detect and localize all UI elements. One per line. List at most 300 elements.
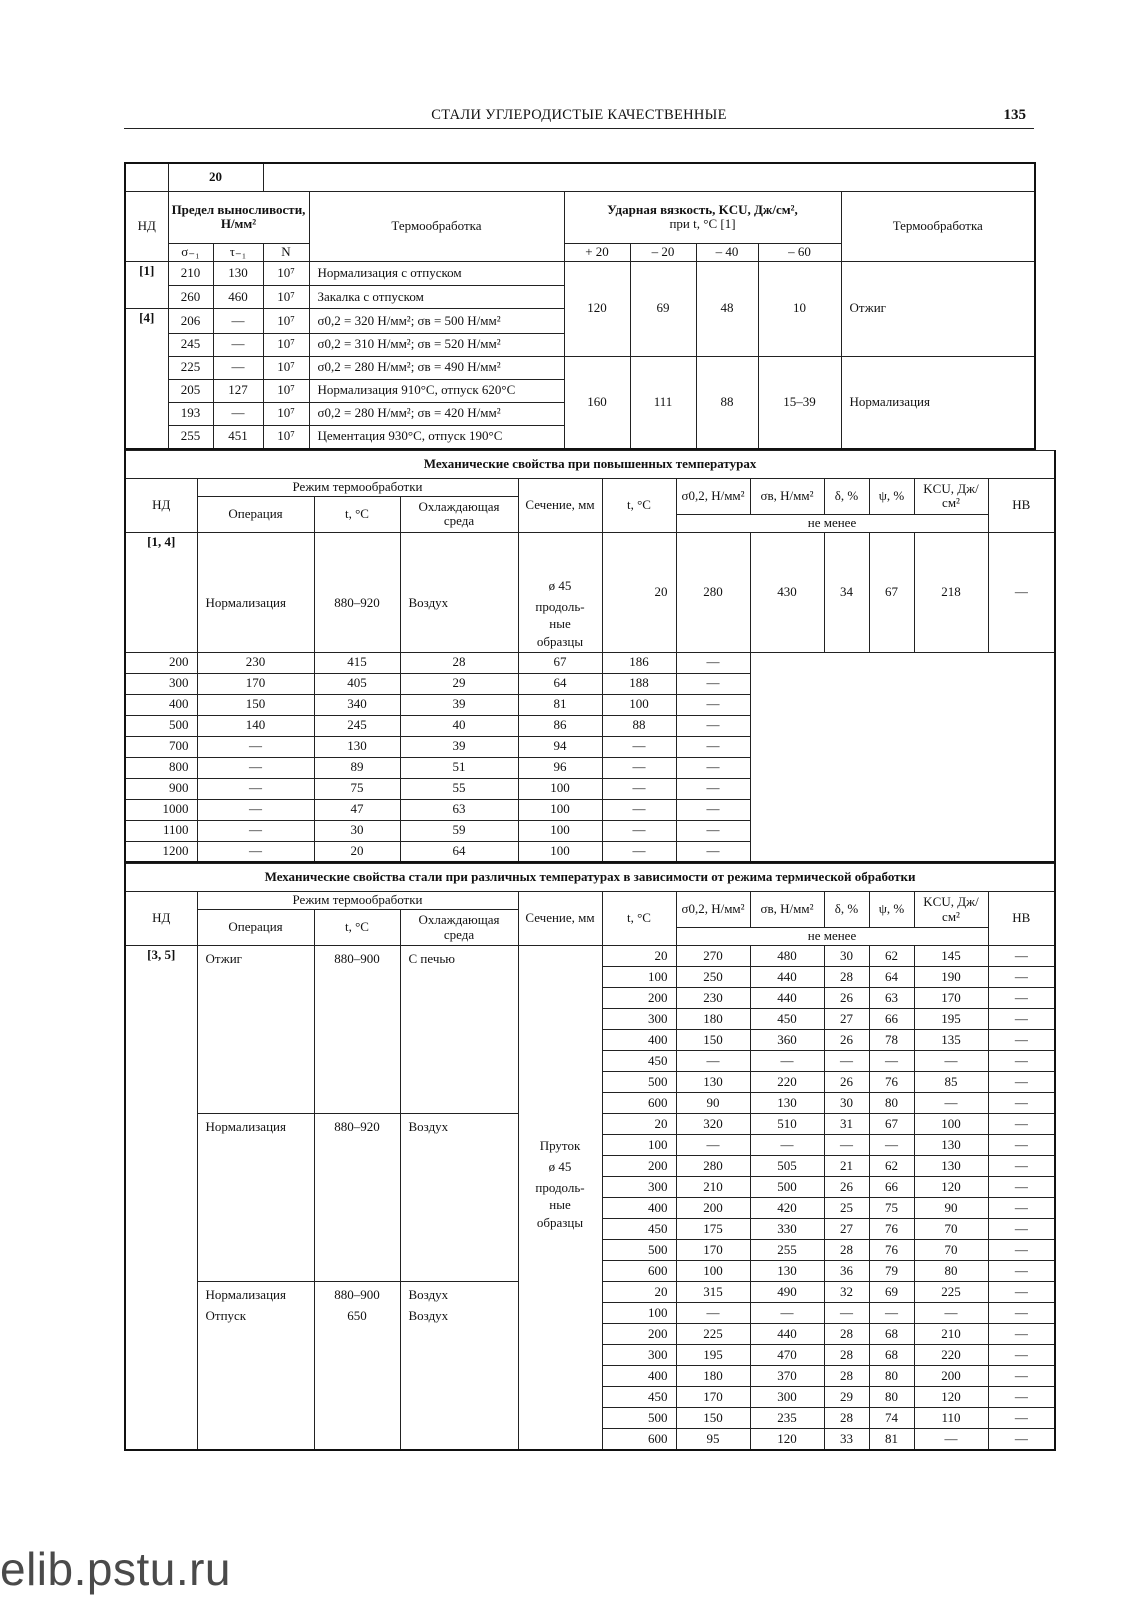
table-cell: — xyxy=(869,1051,914,1072)
heat-treatment-header-2: Термообработка xyxy=(841,191,1035,261)
heat-cell: Нормализация с отпуском xyxy=(309,261,564,286)
impact-value: 160 xyxy=(564,356,630,449)
elevated-temp-table xyxy=(124,450,1056,864)
heat-cell: Цементация 930°С, отпуск 190°С xyxy=(309,425,564,449)
section-line: образцы xyxy=(536,1215,584,1230)
table-cell: — xyxy=(988,1345,1055,1366)
table-cell: 80 xyxy=(869,1093,914,1114)
operation-cell: Нормализация xyxy=(197,532,314,652)
table-cell: — xyxy=(914,1303,988,1324)
temp-header: – 40 xyxy=(696,243,758,261)
table-cell: — xyxy=(824,1303,869,1324)
table-cell: — xyxy=(869,1303,914,1324)
table-cell: 255 xyxy=(750,1240,824,1261)
nd-ref xyxy=(125,333,168,356)
nd-ref xyxy=(125,379,168,402)
table-cell: — xyxy=(914,1429,988,1450)
impact-header-line1: Ударная вязкость, KCU, Дж/см², xyxy=(607,201,798,217)
table-cell: 245 xyxy=(168,333,213,356)
op-temp-line: 880–900 xyxy=(334,1287,380,1302)
nd-header: НД xyxy=(125,191,168,261)
table-cell: 186 xyxy=(602,652,676,673)
operation-line: Нормализация xyxy=(205,1287,286,1302)
op-temp-line: 880–900 xyxy=(334,951,380,966)
table-cell: — xyxy=(676,1051,750,1072)
table-cell: 450 xyxy=(750,1009,824,1030)
temp-cell: 1200 xyxy=(125,841,197,862)
table-cell: — xyxy=(602,841,676,862)
temp-cell: 500 xyxy=(602,1240,676,1261)
cooling-header: Охлаждающая среда xyxy=(400,910,518,946)
table-cell: 29 xyxy=(824,1387,869,1408)
section-header: Сечение, мм xyxy=(518,478,602,532)
reduction-header: ψ, % xyxy=(869,478,914,514)
table-cell: 28 xyxy=(824,1366,869,1387)
temp-cell: 100 xyxy=(602,967,676,988)
section-cell xyxy=(518,946,602,1450)
table-cell: 250 xyxy=(676,967,750,988)
table-cell: — xyxy=(988,1429,1055,1450)
table-cell: 235 xyxy=(750,1408,824,1429)
table-cell: — xyxy=(676,673,750,694)
table-cell: 76 xyxy=(869,1219,914,1240)
temp-cell: 20 xyxy=(602,946,676,967)
table-cell: 70 xyxy=(914,1240,988,1261)
table-cell: 440 xyxy=(750,988,824,1009)
table-cell: — xyxy=(213,356,263,379)
hb-header: НВ xyxy=(988,478,1055,532)
table-cell: — xyxy=(676,715,750,736)
cooling-line: С печью xyxy=(408,951,456,966)
nd-ref xyxy=(125,356,168,379)
table-row xyxy=(125,715,1055,736)
watermark: elib.pstu.ru xyxy=(0,1543,232,1595)
nd-ref xyxy=(125,402,168,425)
section-line: продоль- xyxy=(535,598,585,614)
table-cell: — xyxy=(988,1114,1055,1135)
table-cell: 20 xyxy=(314,841,400,862)
table-cell: 59 xyxy=(400,820,518,841)
table-cell: 26 xyxy=(824,988,869,1009)
table-cell: 76 xyxy=(869,1072,914,1093)
table-cell: 130 xyxy=(914,1156,988,1177)
table-cell: — xyxy=(988,1135,1055,1156)
table-cell: 26 xyxy=(824,1030,869,1051)
temp-cell: 450 xyxy=(602,1387,676,1408)
table-cell: 130 xyxy=(314,736,400,757)
table-cell: — xyxy=(988,1219,1055,1240)
table-cell: 81 xyxy=(518,694,602,715)
table-cell: 29 xyxy=(400,673,518,694)
table-cell: 180 xyxy=(676,1366,750,1387)
temp-cell: 200 xyxy=(602,1324,676,1345)
table-cell: 195 xyxy=(914,1009,988,1030)
table-cell: 451 xyxy=(213,425,263,449)
table-cell: 68 xyxy=(869,1345,914,1366)
operation-cell xyxy=(197,1114,314,1282)
table-cell: — xyxy=(869,1135,914,1156)
table-cell: — xyxy=(988,1156,1055,1177)
temp-cell: 20 xyxy=(602,1282,676,1303)
table-cell: 68 xyxy=(869,1324,914,1345)
table-cell: — xyxy=(988,1198,1055,1219)
impact-value: 120 xyxy=(564,261,630,356)
heat-cell: σ0,2 = 280 Н/мм²; σв = 420 Н/мм² xyxy=(309,402,564,425)
table-cell: 180 xyxy=(676,1009,750,1030)
table-cell: 62 xyxy=(869,1156,914,1177)
op-temp-cell: 880–920 xyxy=(314,532,400,652)
table-cell: 88 xyxy=(602,715,676,736)
table-cell: — xyxy=(988,1408,1055,1429)
table-cell: — xyxy=(197,778,314,799)
table-cell: 67 xyxy=(518,652,602,673)
table-cell: 100 xyxy=(518,820,602,841)
op-temp-line: 650 xyxy=(347,1308,367,1323)
table-cell: 230 xyxy=(197,652,314,673)
table-cell: 170 xyxy=(676,1387,750,1408)
table-cell: 100 xyxy=(518,841,602,862)
op-temp-cell xyxy=(314,1114,400,1282)
table-cell: 21 xyxy=(824,1156,869,1177)
table-cell: 86 xyxy=(518,715,602,736)
temp-cell: 800 xyxy=(125,757,197,778)
grade-cell-rest xyxy=(263,163,1035,191)
table-cell: 220 xyxy=(750,1072,824,1093)
table-cell: 30 xyxy=(314,820,400,841)
nd-ref: [1, 4] xyxy=(125,532,197,652)
table-cell: 75 xyxy=(314,778,400,799)
table-cell: — xyxy=(676,1135,750,1156)
table-cell: 210 xyxy=(676,1177,750,1198)
mode-header: Режим термообработки xyxy=(197,478,518,496)
operation-cell xyxy=(197,946,314,1114)
table-cell: 255 xyxy=(168,425,213,449)
table-cell: 320 xyxy=(676,1114,750,1135)
cooling-cell xyxy=(400,1114,518,1282)
table-cell: — xyxy=(676,820,750,841)
table-cell: 63 xyxy=(400,799,518,820)
table-cell: 27 xyxy=(824,1219,869,1240)
table-cell: — xyxy=(988,1387,1055,1408)
operation-line: Отпуск xyxy=(205,1308,247,1323)
table-cell: 135 xyxy=(914,1030,988,1051)
grade-cell-blank xyxy=(125,163,168,191)
table-cell: 420 xyxy=(750,1198,824,1219)
steel-grade: 20 xyxy=(168,163,263,191)
reduction-header: ψ, % xyxy=(869,892,914,928)
impact-heat: Нормализация xyxy=(841,356,1035,449)
elevated-temp-rows xyxy=(125,652,1055,862)
temp-cell: 300 xyxy=(602,1177,676,1198)
table-cell: 315 xyxy=(676,1282,750,1303)
table-cell: 120 xyxy=(914,1387,988,1408)
table-cell: 490 xyxy=(750,1282,824,1303)
table-cell: 170 xyxy=(197,673,314,694)
section-line: ø 45 xyxy=(548,1159,572,1174)
table-cell: — xyxy=(988,1030,1055,1051)
temp-cell: 300 xyxy=(602,1009,676,1030)
table-cell: 460 xyxy=(213,286,263,309)
table-cell: — xyxy=(676,694,750,715)
table-cell: — xyxy=(988,1303,1055,1324)
table-cell: 47 xyxy=(314,799,400,820)
section-line: Пруток xyxy=(539,1138,581,1153)
temp-cell: 450 xyxy=(602,1051,676,1072)
table-cell: 31 xyxy=(824,1114,869,1135)
table-cell: 225 xyxy=(676,1324,750,1345)
table-cell: 120 xyxy=(914,1177,988,1198)
table-cell: 64 xyxy=(518,673,602,694)
table-cell: 260 xyxy=(168,286,213,309)
treatment-mode-rows xyxy=(125,946,1055,1450)
heat-cell: σ0,2 = 280 Н/мм²; σв = 490 Н/мм² xyxy=(309,356,564,379)
temp-cell: 200 xyxy=(602,988,676,1009)
treatment-mode-table xyxy=(124,863,1056,1451)
table-cell: — xyxy=(988,1324,1055,1345)
table-cell: 96 xyxy=(518,757,602,778)
table-cell: 100 xyxy=(676,1261,750,1282)
document-body xyxy=(124,162,1034,1451)
temp-cell: 400 xyxy=(602,1366,676,1387)
temp-cell: 200 xyxy=(125,652,197,673)
table-cell: 210 xyxy=(914,1324,988,1345)
table-cell: 28 xyxy=(824,1324,869,1345)
table-cell: — xyxy=(213,402,263,425)
table-cell: 27 xyxy=(824,1009,869,1030)
table-cell: — xyxy=(824,1051,869,1072)
table-cell: 80 xyxy=(914,1261,988,1282)
table-cell: 90 xyxy=(676,1093,750,1114)
table-cell: 66 xyxy=(869,1177,914,1198)
table-cell: 510 xyxy=(750,1114,824,1135)
table-cell: 470 xyxy=(750,1345,824,1366)
table-cell: 10⁷ xyxy=(263,356,309,379)
table-cell: 64 xyxy=(400,841,518,862)
table-cell: — xyxy=(988,946,1055,967)
table-cell: 127 xyxy=(213,379,263,402)
table-cell: 145 xyxy=(914,946,988,967)
table-row xyxy=(125,673,1055,694)
table-cell: 220 xyxy=(914,1345,988,1366)
table-cell: — xyxy=(213,333,263,356)
min-note: не менее xyxy=(676,514,988,532)
table-cell: 67 xyxy=(869,1114,914,1135)
section-line: ные xyxy=(549,615,571,631)
heat-cell: σ0,2 = 310 Н/мм²; σв = 520 Н/мм² xyxy=(309,333,564,356)
table-cell: 66 xyxy=(869,1009,914,1030)
table-cell: 340 xyxy=(314,694,400,715)
impact-value: 15–39 xyxy=(758,356,841,449)
table-cell: — xyxy=(197,841,314,862)
section-line: ø 45 xyxy=(548,577,572,593)
table-cell: 10⁷ xyxy=(263,402,309,425)
temp-header: + 20 xyxy=(564,243,630,261)
table-cell: 40 xyxy=(400,715,518,736)
table-cell: 150 xyxy=(197,694,314,715)
kcu-header: KCU, Дж/см² xyxy=(914,892,988,928)
impact-header-line2: при t, °С [1] xyxy=(669,216,736,231)
section-line: ные xyxy=(549,1197,571,1212)
table-cell: — xyxy=(988,1282,1055,1303)
section-line: образцы xyxy=(536,633,584,649)
endurance-impact-table xyxy=(124,162,1036,450)
page-number: 135 xyxy=(1003,107,1026,123)
table-cell: 28 xyxy=(400,652,518,673)
heat-cell: σ0,2 = 320 Н/мм²; σв = 500 Н/мм² xyxy=(309,309,564,334)
table-row xyxy=(125,757,1055,778)
table-cell: 130 xyxy=(914,1135,988,1156)
temp-cell: 500 xyxy=(602,1072,676,1093)
table-cell: 150 xyxy=(676,1030,750,1051)
table-cell: 200 xyxy=(676,1198,750,1219)
table-cell: 200 xyxy=(914,1366,988,1387)
table-cell: 76 xyxy=(869,1240,914,1261)
table-cell: 39 xyxy=(400,736,518,757)
temp-cell: 450 xyxy=(602,1219,676,1240)
table-row xyxy=(125,946,1055,967)
table-cell: 188 xyxy=(602,673,676,694)
table-cell: — xyxy=(914,1093,988,1114)
op-temp-header: t, °С xyxy=(314,496,400,532)
operation-header: Операция xyxy=(197,496,314,532)
table-cell: — xyxy=(676,652,750,673)
op-temp-header: t, °С xyxy=(314,910,400,946)
table-cell: 205 xyxy=(168,379,213,402)
table-cell: — xyxy=(988,532,1055,652)
table-cell: — xyxy=(676,736,750,757)
impact-value: 88 xyxy=(696,356,758,449)
tensile-header: σв, Н/мм² xyxy=(750,478,824,514)
table-cell: — xyxy=(988,1009,1055,1030)
impact-value: 10 xyxy=(758,261,841,356)
table-cell: 62 xyxy=(869,946,914,967)
temp-cell: 20 xyxy=(602,532,676,652)
table-cell: 90 xyxy=(914,1198,988,1219)
table-row xyxy=(125,694,1055,715)
table-cell: 26 xyxy=(824,1177,869,1198)
yield-header: σ0,2, Н/мм² xyxy=(676,892,750,928)
table-cell: 415 xyxy=(314,652,400,673)
nd-ref: [3, 5] xyxy=(125,946,197,1450)
table-cell: 36 xyxy=(824,1261,869,1282)
table-cell: 28 xyxy=(824,1408,869,1429)
sigma-header: σ₋₁ xyxy=(168,243,213,261)
kcu-header: KCU, Дж/см² xyxy=(914,478,988,514)
table-cell: 370 xyxy=(750,1366,824,1387)
table-cell: — xyxy=(988,1051,1055,1072)
temp-cell: 400 xyxy=(602,1198,676,1219)
table-cell: 28 xyxy=(824,967,869,988)
table-cell: — xyxy=(750,1135,824,1156)
table-cell: — xyxy=(988,1261,1055,1282)
temp-cell: 1100 xyxy=(125,820,197,841)
table-cell: 210 xyxy=(168,261,213,286)
table-cell: — xyxy=(197,799,314,820)
table-cell: 81 xyxy=(869,1429,914,1450)
table-cell: 330 xyxy=(750,1219,824,1240)
table-cell: 64 xyxy=(869,967,914,988)
table-cell: 10⁷ xyxy=(263,286,309,309)
table-cell: 120 xyxy=(750,1429,824,1450)
table-cell: 175 xyxy=(676,1219,750,1240)
table-cell: 440 xyxy=(750,967,824,988)
table-cell: — xyxy=(676,799,750,820)
table-cell: 78 xyxy=(869,1030,914,1051)
table-cell: 95 xyxy=(676,1429,750,1450)
temp-cell: 500 xyxy=(602,1408,676,1429)
heat-cell: Нормализация 910°С, отпуск 620°С xyxy=(309,379,564,402)
table-cell: 190 xyxy=(914,967,988,988)
table-cell: 170 xyxy=(914,988,988,1009)
table-cell: — xyxy=(602,778,676,799)
table-cell: 140 xyxy=(197,715,314,736)
nd-ref: [1] xyxy=(125,261,168,286)
impact-value: 111 xyxy=(630,356,696,449)
table-cell: 32 xyxy=(824,1282,869,1303)
table-cell: — xyxy=(602,736,676,757)
op-temp-line: 880–920 xyxy=(334,1119,380,1134)
table-cell: — xyxy=(988,967,1055,988)
operation-header: Операция xyxy=(197,910,314,946)
endurance-header: Предел выносливости, Н/мм² xyxy=(168,191,309,243)
nd-ref xyxy=(125,286,168,309)
temp-header: t, °С xyxy=(602,478,676,532)
table-row xyxy=(125,652,1055,673)
table-cell: — xyxy=(676,1303,750,1324)
table-cell: 505 xyxy=(750,1156,824,1177)
table-cell: 130 xyxy=(676,1072,750,1093)
table-cell: 10⁷ xyxy=(263,379,309,402)
temp-header: t, °С xyxy=(602,892,676,946)
table-cell: 26 xyxy=(824,1072,869,1093)
section-header: Сечение, мм xyxy=(518,892,602,946)
impact-heat: Отжиг xyxy=(841,261,1035,356)
tensile-header: σв, Н/мм² xyxy=(750,892,824,928)
table-cell: — xyxy=(197,757,314,778)
table-cell: — xyxy=(988,1093,1055,1114)
table-cell: — xyxy=(213,309,263,334)
op-temp-cell xyxy=(314,946,400,1114)
table-cell: — xyxy=(988,1366,1055,1387)
table-row xyxy=(125,778,1055,799)
table-cell: 33 xyxy=(824,1429,869,1450)
cooling-line: Воздух xyxy=(408,1287,449,1302)
table-cell: 100 xyxy=(602,694,676,715)
page-header xyxy=(124,104,1034,129)
table-cell: 130 xyxy=(213,261,263,286)
table-cell: 218 xyxy=(914,532,988,652)
table-cell: 245 xyxy=(314,715,400,736)
cooling-cell: Воздух xyxy=(400,532,518,652)
table-cell: 10⁷ xyxy=(263,333,309,356)
heat-treatment-header: Термообработка xyxy=(309,191,564,261)
temp-cell: 700 xyxy=(125,736,197,757)
cooling-line: Воздух xyxy=(408,1119,449,1134)
n-header: N xyxy=(263,243,309,261)
table-cell: 70 xyxy=(914,1219,988,1240)
elongation-header: δ, % xyxy=(824,478,869,514)
table-cell: 130 xyxy=(750,1093,824,1114)
impact-value: 69 xyxy=(630,261,696,356)
table-cell: 34 xyxy=(824,532,869,652)
table-cell: — xyxy=(676,757,750,778)
table-cell: 170 xyxy=(676,1240,750,1261)
nd-header: НД xyxy=(125,892,197,946)
impact-header xyxy=(564,191,841,243)
table-cell: 500 xyxy=(750,1177,824,1198)
temp-cell: 300 xyxy=(602,1345,676,1366)
section-cell xyxy=(518,532,602,652)
